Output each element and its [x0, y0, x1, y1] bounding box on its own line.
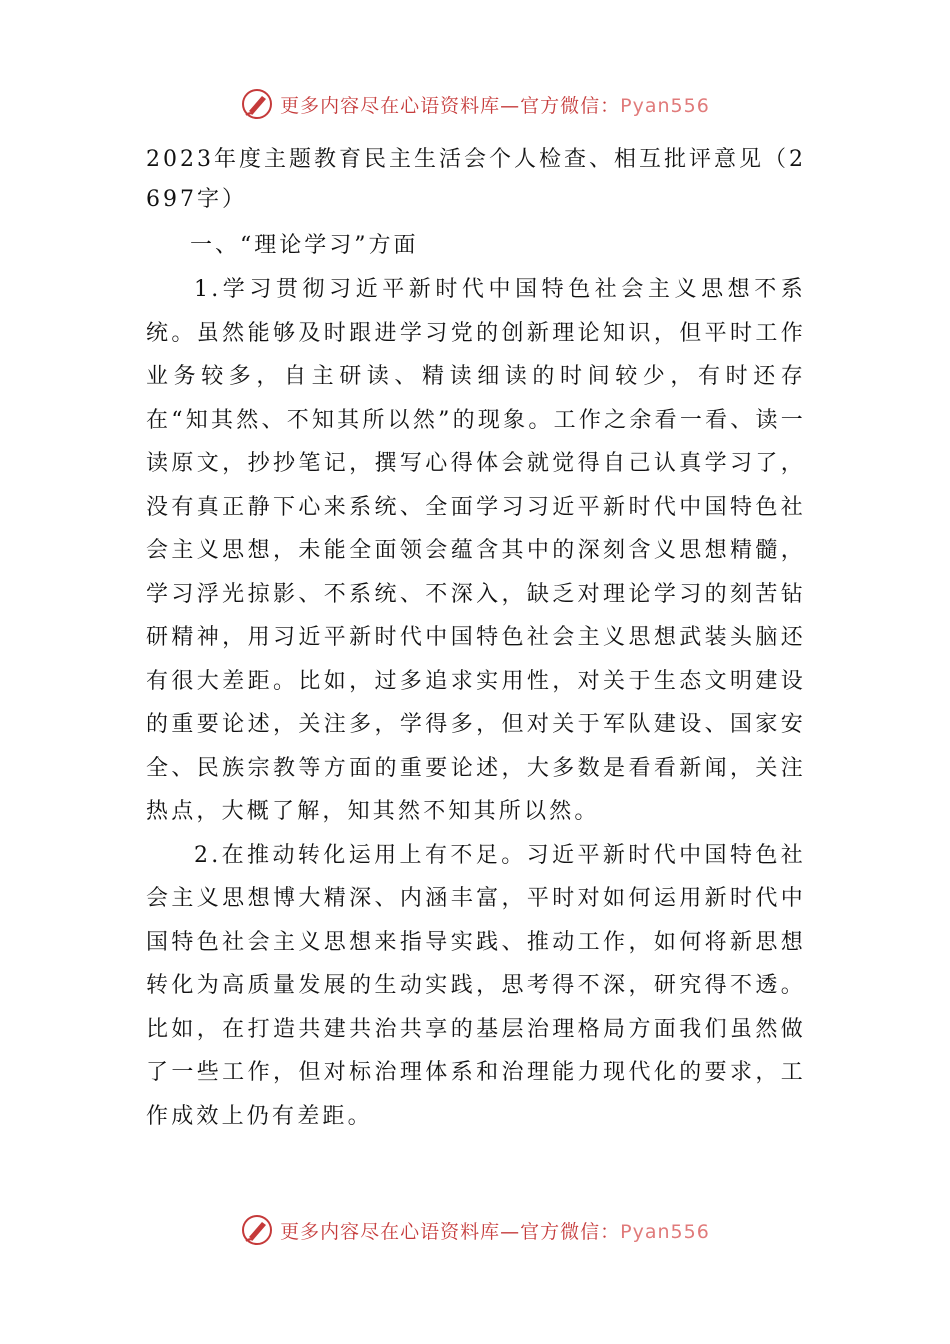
watermark-wechat-id: Pyan556: [620, 1220, 710, 1243]
header-watermark-text: [280, 91, 710, 118]
document-body: [146, 140, 806, 1138]
pen-logo-icon: [240, 1213, 274, 1247]
section-heading: 一、“理论学习”方面: [190, 233, 419, 258]
watermark-label: 更多内容尽在心语资料库—官方微信：: [280, 1220, 621, 1243]
pen-logo-icon: [240, 87, 274, 121]
paragraph-2: 2.在推动转化运用上有不足。习近平新时代中国特色社会主义思想博大精深、内涵丰富，平时对如何运用新时代中国特色社会主义思想来指导实践、推动工作，如何将新思想转化为高质量发展的生动实践，思考得不深，研究得不透。比如，在打造共建共治共享的基层治理格局方面我们虽然做了一些工作，但对标治理体系和治理能力现代化的要求，工作成效上仍有差距。: [146, 842, 806, 1129]
document-title: 2023年度主题教育民主生活会个人检查、相互批评意见（2697字）: [146, 147, 806, 212]
footer-watermark-text: [280, 1217, 710, 1244]
watermark-wechat-id: Pyan556: [620, 94, 710, 117]
watermark-label: 更多内容尽在心语资料库—官方微信：: [280, 94, 621, 117]
footer-watermark-banner: [0, 1210, 950, 1250]
header-watermark-banner: [0, 84, 950, 124]
paragraph-1: 1.学习贯彻习近平新时代中国特色社会主义思想不系统。虽然能够及时跟进学习党的创新理论知识，但平时工作业务较多，自主研读、精读细读的时间较少，有时还存在“知其然、不知其所以然”的现象。工作之余看一看、读一读原文，抄抄笔记，撰写心得体会就觉得自己认真学习了，没有真正静下心来系统、全面学习习近平新时代中国特色社会主义思想，未能全面领会蕴含其中的深刻含义思想精髓，学习浮光掠影、不系统、不深入，缺乏对理论学习的刻苦钻研精神，用习近平新时代中国特色社会主义思想武装头脑还有很大差距。比如，过多追求实用性，对关于生态文明建设的重要论述，关注多，学得多，但对关于军队建设、国家安全、民族宗教等方面的重要论述，大多数是看看新闻，关注热点，大概了解，知其然不知其所以然。: [146, 277, 806, 824]
